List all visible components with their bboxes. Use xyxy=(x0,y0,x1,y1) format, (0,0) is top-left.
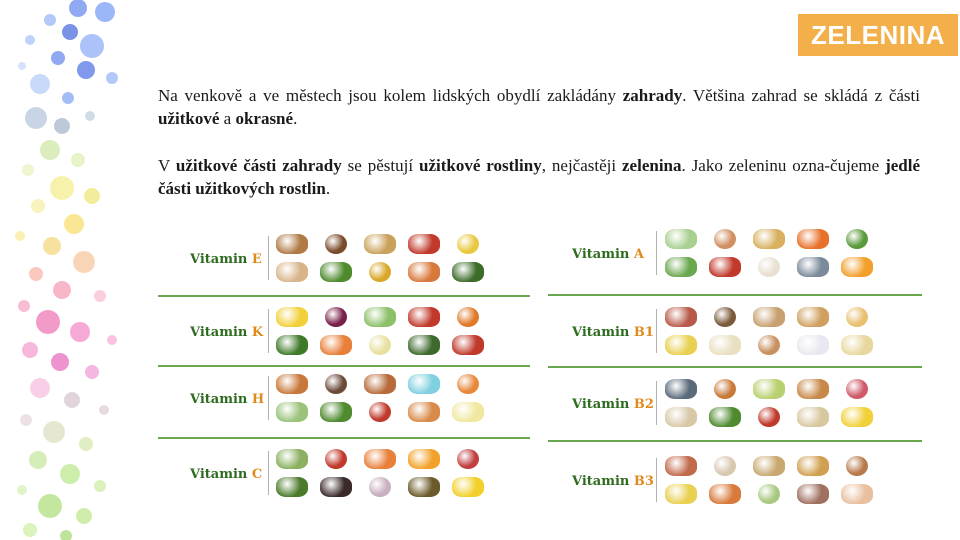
food-picture xyxy=(797,379,829,399)
food-picture xyxy=(325,374,347,394)
food-pictures xyxy=(665,229,875,277)
food-picture xyxy=(753,229,785,249)
food-pictures xyxy=(276,307,486,355)
vitamin-divider xyxy=(548,366,922,368)
vitamin-label-left-2 xyxy=(190,392,264,407)
food-picture xyxy=(276,307,308,327)
food-picture xyxy=(753,307,785,327)
food-picture xyxy=(758,484,780,504)
food-picture xyxy=(408,234,440,254)
food-picture xyxy=(364,374,396,394)
food-picture xyxy=(369,335,391,355)
food-pictures xyxy=(665,307,875,355)
food-picture xyxy=(320,477,352,497)
bold-run: zelenina xyxy=(622,156,682,175)
vitamin-letter: A xyxy=(633,247,644,262)
food-picture xyxy=(408,402,440,422)
food-picture xyxy=(408,335,440,355)
food-picture xyxy=(369,477,391,497)
text-run: V xyxy=(158,156,176,175)
food-picture xyxy=(841,335,873,355)
vitamin-divider xyxy=(158,365,530,367)
bold-run: užitkové části zahrady xyxy=(175,156,342,175)
vitamin-letter: B1 xyxy=(633,325,654,340)
vitamin-letter: K xyxy=(251,325,264,340)
text-run: a xyxy=(219,109,236,128)
food-picture xyxy=(709,257,741,277)
vitamin-separator xyxy=(656,309,657,353)
food-picture xyxy=(846,229,868,249)
food-picture xyxy=(714,379,736,399)
food-picture xyxy=(665,229,697,249)
vitamin-divider xyxy=(548,440,922,442)
food-picture xyxy=(709,407,741,427)
food-picture xyxy=(457,449,479,469)
vitamin-divider xyxy=(158,437,530,439)
food-picture xyxy=(408,307,440,327)
food-picture xyxy=(325,449,347,469)
food-picture xyxy=(841,257,873,277)
food-picture xyxy=(709,484,741,504)
bold-run: jedlé části užitkových rostlin xyxy=(158,156,920,198)
food-pictures xyxy=(276,374,486,422)
definition-paragraph xyxy=(158,154,920,200)
title-badge xyxy=(798,14,958,56)
food-pictures xyxy=(665,379,875,427)
food-picture xyxy=(797,229,829,249)
food-picture xyxy=(408,262,440,282)
text-run: , nejčastěji xyxy=(541,156,623,175)
food-picture xyxy=(320,402,352,422)
vitamin-divider xyxy=(548,294,922,296)
food-pictures xyxy=(276,234,486,282)
intro-paragraph xyxy=(158,84,920,130)
food-picture xyxy=(276,374,308,394)
vitamin-label-left-3 xyxy=(190,467,262,482)
food-picture xyxy=(457,307,479,327)
food-picture xyxy=(452,262,484,282)
food-picture xyxy=(797,484,829,504)
vitamin-separator xyxy=(268,376,269,420)
food-picture xyxy=(276,262,308,282)
food-picture xyxy=(408,477,440,497)
food-picture xyxy=(753,456,785,476)
food-picture xyxy=(369,402,391,422)
food-picture xyxy=(276,335,308,355)
food-picture xyxy=(320,262,352,282)
food-picture xyxy=(364,449,396,469)
vitamin-separator xyxy=(268,236,269,280)
vitamin-word: Vitamin xyxy=(572,474,634,489)
vitamin-word: Vitamin xyxy=(572,247,634,262)
vitamin-label-right-2 xyxy=(572,397,654,412)
food-picture xyxy=(452,402,484,422)
food-picture xyxy=(364,234,396,254)
vitamin-word: Vitamin xyxy=(190,467,252,482)
vitamin-letter: B2 xyxy=(633,397,654,412)
vitamin-label-right-0 xyxy=(572,247,644,262)
text-run: se pěstují xyxy=(341,156,419,175)
food-picture xyxy=(665,379,697,399)
food-picture xyxy=(709,335,741,355)
food-picture xyxy=(846,307,868,327)
food-picture xyxy=(714,307,736,327)
food-picture xyxy=(753,379,785,399)
text-run: . xyxy=(325,179,331,198)
food-picture xyxy=(364,307,396,327)
vitamin-word: Vitamin xyxy=(190,252,252,267)
food-picture xyxy=(846,379,868,399)
food-picture xyxy=(325,307,347,327)
vitamin-label-right-3 xyxy=(572,474,654,489)
food-picture xyxy=(325,234,347,254)
food-picture xyxy=(320,335,352,355)
bold-run: zahrady xyxy=(622,86,683,105)
bold-run: užitkové rostliny xyxy=(418,156,542,175)
food-picture xyxy=(665,456,697,476)
vitamin-separator xyxy=(656,458,657,502)
text-run: . Většina zahrad se skládá z části xyxy=(682,86,920,105)
food-picture xyxy=(665,257,697,277)
vitamin-label-right-1 xyxy=(572,325,654,340)
food-picture xyxy=(665,407,697,427)
vitamin-letter: C xyxy=(251,467,263,482)
vitamin-separator xyxy=(656,381,657,425)
food-picture xyxy=(276,449,308,469)
vitamin-letter: E xyxy=(251,252,262,267)
food-picture xyxy=(714,229,736,249)
food-picture xyxy=(797,257,829,277)
food-picture xyxy=(276,402,308,422)
bold-run: užitkové xyxy=(158,109,220,128)
food-picture xyxy=(797,335,829,355)
food-picture xyxy=(714,456,736,476)
food-picture xyxy=(369,262,391,282)
page-title: ZELENINA xyxy=(811,19,945,50)
bold-run: okrasné xyxy=(235,109,294,128)
food-picture xyxy=(758,257,780,277)
vitamin-separator xyxy=(268,451,269,495)
food-picture xyxy=(276,477,308,497)
vitamin-word: Vitamin xyxy=(190,392,252,407)
food-picture xyxy=(665,335,697,355)
food-picture xyxy=(408,449,440,469)
food-picture xyxy=(457,374,479,394)
vitamin-letter: B3 xyxy=(633,474,654,489)
food-picture xyxy=(758,407,780,427)
vitamin-letter: H xyxy=(251,392,265,407)
food-pictures xyxy=(276,449,486,497)
food-picture xyxy=(276,234,308,254)
food-picture xyxy=(797,456,829,476)
vitamin-separator xyxy=(268,309,269,353)
vitamin-word: Vitamin xyxy=(572,397,634,412)
text-run: . xyxy=(293,109,298,128)
vitamin-label-left-1 xyxy=(190,325,263,340)
vitamin-divider xyxy=(158,295,530,297)
food-picture xyxy=(797,407,829,427)
food-picture xyxy=(797,307,829,327)
food-picture xyxy=(841,484,873,504)
food-picture xyxy=(665,484,697,504)
food-picture xyxy=(758,335,780,355)
decorative-bubbles xyxy=(0,0,150,540)
food-pictures xyxy=(665,456,875,504)
food-picture xyxy=(846,456,868,476)
food-picture xyxy=(457,234,479,254)
vitamin-word: Vitamin xyxy=(190,325,252,340)
text-run: . Jako zeleninu ozna-čujeme xyxy=(681,156,886,175)
food-picture xyxy=(452,335,484,355)
food-picture xyxy=(408,374,440,394)
vitamin-word: Vitamin xyxy=(572,325,634,340)
vitamin-label-left-0 xyxy=(190,252,262,267)
text-run: Na venkově a ve městech jsou kolem lidských obydlí zakládány xyxy=(158,86,623,105)
food-picture xyxy=(665,307,697,327)
food-picture xyxy=(841,407,873,427)
vitamin-separator xyxy=(656,231,657,275)
food-picture xyxy=(452,477,484,497)
